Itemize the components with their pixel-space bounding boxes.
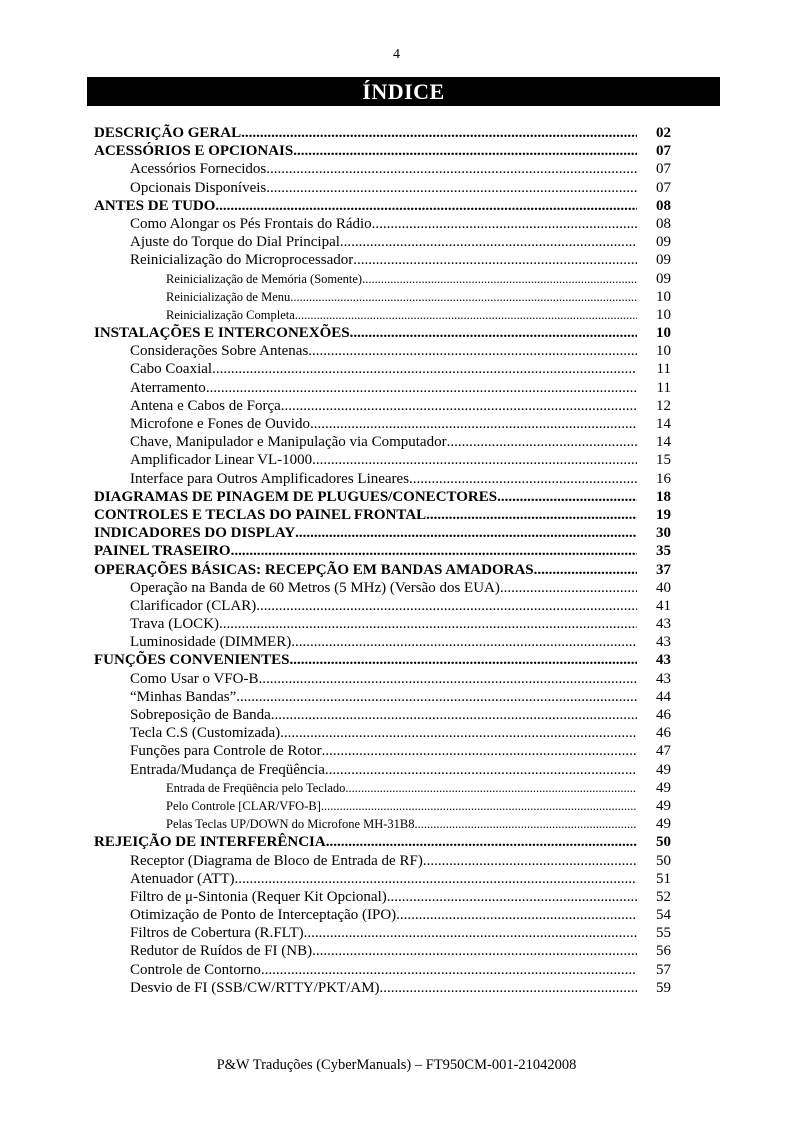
toc-entry-page: 46	[656, 707, 671, 723]
toc-entry	[94, 724, 671, 742]
toc-entry-label: OPERAÇÕES BÁSICAS: RECEPÇÃO EM BANDAS AMADORAS	[94, 561, 534, 578]
toc-entry-page: 10	[656, 306, 671, 323]
toc-entry-label: Receptor (Diagrama de Bloco de Entrada de RF)	[130, 852, 423, 869]
toc-entry-label: Redutor de Ruídos de FI (NB)	[130, 943, 313, 960]
toc-entry-page: 02	[656, 125, 671, 141]
toc-entry	[94, 142, 671, 160]
toc-leader-dots	[325, 761, 637, 779]
toc-leader-dots	[295, 524, 637, 542]
toc-entry	[94, 833, 671, 851]
toc-entry-page: 09	[656, 234, 671, 251]
toc-entry-page: 07	[656, 179, 671, 196]
toc-leader-dots	[231, 542, 637, 560]
toc-entry	[94, 215, 671, 233]
toc-leader-dots	[295, 306, 637, 324]
toc-entry-page: 41	[656, 597, 671, 614]
toc-entry-page: 43	[656, 652, 671, 669]
toc-entry-page: 10	[656, 325, 671, 342]
toc-entry	[94, 360, 671, 378]
toc-leader-dots	[261, 961, 637, 979]
toc-entry-label: Considerações Sobre Antenas	[130, 343, 309, 360]
toc-entry-label: Chave, Manipulador e Manipulação via Computador	[130, 434, 447, 451]
toc-leader-dots	[447, 433, 637, 451]
toc-leader-dots	[321, 797, 637, 815]
toc-entry-page: 56	[656, 943, 671, 960]
toc-entry-label: FUNÇÕES CONVENIENTES	[94, 652, 290, 669]
toc-entry-page: 49	[656, 761, 671, 778]
toc-entry-page: 43	[656, 670, 671, 687]
toc-entry-label: Pelas Teclas UP/DOWN do Microfone MH-31B8	[166, 817, 415, 832]
toc-entry-page: 57	[656, 961, 671, 978]
toc-entry-page: 49	[656, 797, 671, 814]
toc-entry	[94, 579, 671, 597]
toc-entry	[94, 397, 671, 415]
toc-entry	[94, 433, 671, 451]
toc-leader-dots	[290, 288, 637, 306]
toc-entry	[94, 815, 671, 833]
toc-leader-dots	[380, 979, 637, 997]
toc-entry	[94, 233, 671, 251]
toc-leader-dots	[266, 160, 637, 178]
toc-entry-label: Aterramento	[130, 379, 206, 396]
toc-entry-page: 49	[656, 779, 671, 796]
toc-entry-label: Reinicialização de Menu	[166, 289, 291, 304]
toc-entry-page: 07	[656, 161, 671, 178]
toc-entry-page: 18	[656, 488, 671, 505]
toc-entry	[94, 852, 671, 870]
toc-entry	[94, 488, 671, 506]
toc-entry	[94, 924, 671, 942]
toc-entry-page: 09	[656, 270, 671, 287]
toc-entry	[94, 597, 671, 615]
toc-entry-label: Interface para Outros Amplificadores Lineares	[130, 470, 410, 487]
toc-entry-label: Microfone e Fones de Ouvido	[130, 416, 310, 432]
toc-entry-page: 09	[656, 252, 671, 269]
toc-entry-label: Como Usar o VFO-B	[130, 670, 259, 687]
toc-entry-label: Operação na Banda de 60 Metros (5 MHz) (Versão dos EUA)	[130, 579, 500, 596]
toc-entry-label: REJEIÇÃO DE INTERFERÊNCIA	[94, 834, 326, 851]
toc-leader-dots	[271, 706, 637, 724]
toc-entry-page: 40	[656, 579, 671, 596]
toc-entry	[94, 761, 671, 779]
toc-leader-dots	[326, 833, 637, 851]
toc-entry-label: Funções para Controle de Rotor	[130, 743, 322, 760]
toc-leader-dots	[415, 815, 637, 833]
toc-entry	[94, 324, 671, 342]
toc-leader-dots	[215, 197, 637, 215]
toc-entry	[94, 179, 671, 197]
toc-leader-dots	[258, 670, 637, 688]
toc-leader-dots	[345, 779, 637, 797]
toc-entry-label: INSTALAÇÕES E INTERCONEXÕES	[94, 325, 350, 342]
toc-entry-page: 50	[656, 834, 671, 851]
toc-entry-label: ANTES DE TUDO	[94, 197, 216, 214]
toc-entry	[94, 288, 671, 306]
toc-entry	[94, 561, 671, 579]
toc-leader-dots	[235, 870, 637, 888]
toc-entry	[94, 160, 671, 178]
toc-entry-label: Controle de Contorno	[130, 961, 261, 978]
toc-entry-label: Opcionais Disponíveis	[130, 179, 267, 196]
toc-leader-dots	[241, 124, 637, 142]
toc-leader-dots	[387, 888, 637, 906]
toc-leader-dots	[534, 561, 637, 579]
toc-leader-dots	[308, 342, 637, 360]
toc-entry	[94, 270, 671, 288]
toc-leader-dots	[266, 179, 637, 197]
toc-entry-label: Desvio de FI (SSB/CW/RTTY/PKT/AM)	[130, 979, 380, 996]
toc-leader-dots	[396, 906, 637, 924]
toc-entry-label: Trava (LOCK)	[130, 616, 220, 633]
toc-entry-page: 08	[656, 197, 671, 214]
toc-entry-label: Entrada de Freqüência pelo Teclado	[166, 780, 346, 795]
toc-leader-dots	[322, 742, 637, 760]
toc-entry	[94, 688, 671, 706]
toc-entry	[94, 524, 671, 542]
toc-entry-label: Ajuste do Torque do Dial Principal	[130, 234, 340, 251]
toc-entry-label: Luminosidade (DIMMER)	[130, 634, 292, 651]
toc-leader-dots	[291, 633, 637, 651]
toc-entry-page: 14	[656, 434, 671, 451]
toc-leader-dots	[310, 415, 637, 433]
toc-leader-dots	[289, 651, 637, 669]
toc-entry	[94, 742, 671, 760]
toc-entry	[94, 670, 671, 688]
toc-entry-label: Clarificador (CLAR)	[130, 597, 257, 614]
toc-entry	[94, 306, 671, 324]
toc-entry	[94, 197, 671, 215]
toc-entry-label: PAINEL TRASEIRO	[94, 543, 231, 560]
toc-entry-page: 16	[656, 470, 671, 487]
toc-entry-label: Pelo Controle [CLAR/VFO-B]	[166, 798, 321, 813]
toc-leader-dots	[206, 379, 637, 397]
toc-entry-label: Como Alongar os Pés Frontais do Rádio	[130, 215, 372, 232]
toc-leader-dots	[340, 233, 637, 251]
toc-entry-page: 37	[656, 561, 671, 578]
toc-leader-dots	[497, 488, 637, 506]
toc-entry-page: 43	[656, 634, 671, 651]
toc-entry-page: 51	[656, 870, 671, 887]
toc-entry-page: 50	[656, 852, 671, 869]
toc-entry	[94, 615, 671, 633]
toc-entry-label: DIAGRAMAS DE PINAGEM DE PLUGUES/CONECTORES	[94, 488, 498, 505]
toc-entry-label: Otimização de Ponto de Interceptação (IPO)	[130, 907, 397, 924]
toc-entry-page: 30	[656, 525, 671, 542]
toc-entry	[94, 633, 671, 651]
toc-entry	[94, 470, 671, 488]
table-of-contents	[94, 124, 671, 997]
toc-entry-label: “Minhas Bandas”	[130, 688, 237, 705]
toc-entry-page: 43	[656, 616, 671, 633]
toc-entry	[94, 542, 671, 560]
toc-entry-page: 52	[656, 888, 671, 905]
toc-entry	[94, 942, 671, 960]
toc-entry-label: Cabo Coaxial	[130, 361, 213, 378]
toc-entry-page: 08	[656, 215, 671, 232]
toc-entry	[94, 415, 671, 433]
toc-entry	[94, 706, 671, 724]
toc-entry-label: DESCRIÇÃO GERAL	[94, 125, 242, 141]
page-footer: P&W Traduções (CyberManuals) – FT950CM-001-21042008	[216, 1057, 577, 1073]
toc-leader-dots	[280, 724, 637, 742]
toc-entry-page: 46	[656, 725, 671, 742]
toc-leader-dots	[500, 579, 637, 597]
toc-leader-dots	[281, 397, 637, 415]
toc-entry-page: 07	[656, 143, 671, 160]
toc-entry	[94, 451, 671, 469]
toc-leader-dots	[256, 597, 637, 615]
toc-entry	[94, 870, 671, 888]
toc-entry	[94, 379, 671, 397]
toc-entry-page: 47	[656, 743, 671, 760]
toc-entry-page: 12	[656, 397, 671, 414]
toc-entry-label: Filtros de Cobertura (R.FLT)	[130, 925, 304, 942]
toc-entry	[94, 906, 671, 924]
toc-entry	[94, 651, 671, 669]
toc-entry-label: INDICADORES DO DISPLAY	[94, 525, 296, 542]
toc-entry-label: Entrada/Mudança de Freqüência	[130, 761, 325, 778]
toc-entry-page: 49	[656, 816, 671, 833]
toc-entry	[94, 124, 671, 142]
toc-entry-label: Antena e Cabos de Força	[130, 397, 281, 414]
toc-entry	[94, 251, 671, 269]
toc-entry-page: 10	[656, 343, 671, 360]
toc-entry-label: Atenuador (ATT)	[130, 870, 235, 887]
toc-leader-dots	[219, 615, 637, 633]
toc-leader-dots	[372, 215, 637, 233]
toc-entry-label: Reinicialização do Microprocessador	[130, 252, 354, 269]
toc-leader-dots	[212, 360, 637, 378]
toc-leader-dots	[236, 688, 637, 706]
toc-leader-dots	[362, 270, 637, 288]
toc-entry	[94, 342, 671, 360]
toc-entry-page: 35	[656, 543, 671, 560]
toc-entry	[94, 797, 671, 815]
toc-leader-dots	[293, 142, 637, 160]
toc-entry-page: 55	[656, 925, 671, 942]
toc-entry	[94, 888, 671, 906]
toc-entry	[94, 779, 671, 797]
toc-leader-dots	[409, 470, 637, 488]
toc-entry-label: Acessórios Fornecidos	[130, 161, 267, 178]
toc-entry-page: 11	[656, 361, 671, 378]
toc-entry-page: 14	[656, 416, 671, 432]
toc-leader-dots	[350, 324, 637, 342]
toc-leader-dots	[312, 451, 637, 469]
toc-entry-label: ACESSÓRIOS E OPCIONAIS	[94, 143, 294, 160]
toc-entry-page: 15	[656, 452, 671, 469]
toc-entry-page: 44	[656, 688, 671, 705]
toc-leader-dots	[353, 251, 637, 269]
toc-entry-label: Reinicialização de Memória (Somente)	[166, 271, 363, 286]
toc-entry-page: 19	[656, 506, 671, 523]
toc-entry-label: CONTROLES E TECLAS DO PAINEL FRONTAL	[94, 506, 427, 523]
toc-entry-page: 11	[656, 379, 671, 396]
toc-entry-page: 59	[656, 979, 671, 996]
toc-entry	[94, 979, 671, 997]
toc-entry	[94, 961, 671, 979]
toc-entry-label: Sobreposição de Banda	[130, 707, 271, 723]
toc-entry-label: Reinicialização Completa	[166, 307, 295, 322]
page-number: 4	[393, 47, 400, 62]
index-title: ÍNDICE	[87, 77, 720, 106]
toc-entry-page: 10	[656, 288, 671, 305]
toc-leader-dots	[426, 506, 637, 524]
toc-entry-label: Amplificador Linear VL-1000	[130, 452, 313, 469]
toc-leader-dots	[304, 924, 637, 942]
toc-entry-page: 54	[656, 907, 671, 924]
toc-entry	[94, 506, 671, 524]
toc-leader-dots	[423, 852, 637, 870]
toc-leader-dots	[312, 942, 637, 960]
toc-entry-label: Filtro de μ-Sintonia (Requer Kit Opcional)	[130, 888, 387, 905]
toc-entry-label: Tecla C.S (Customizada)	[130, 725, 281, 742]
